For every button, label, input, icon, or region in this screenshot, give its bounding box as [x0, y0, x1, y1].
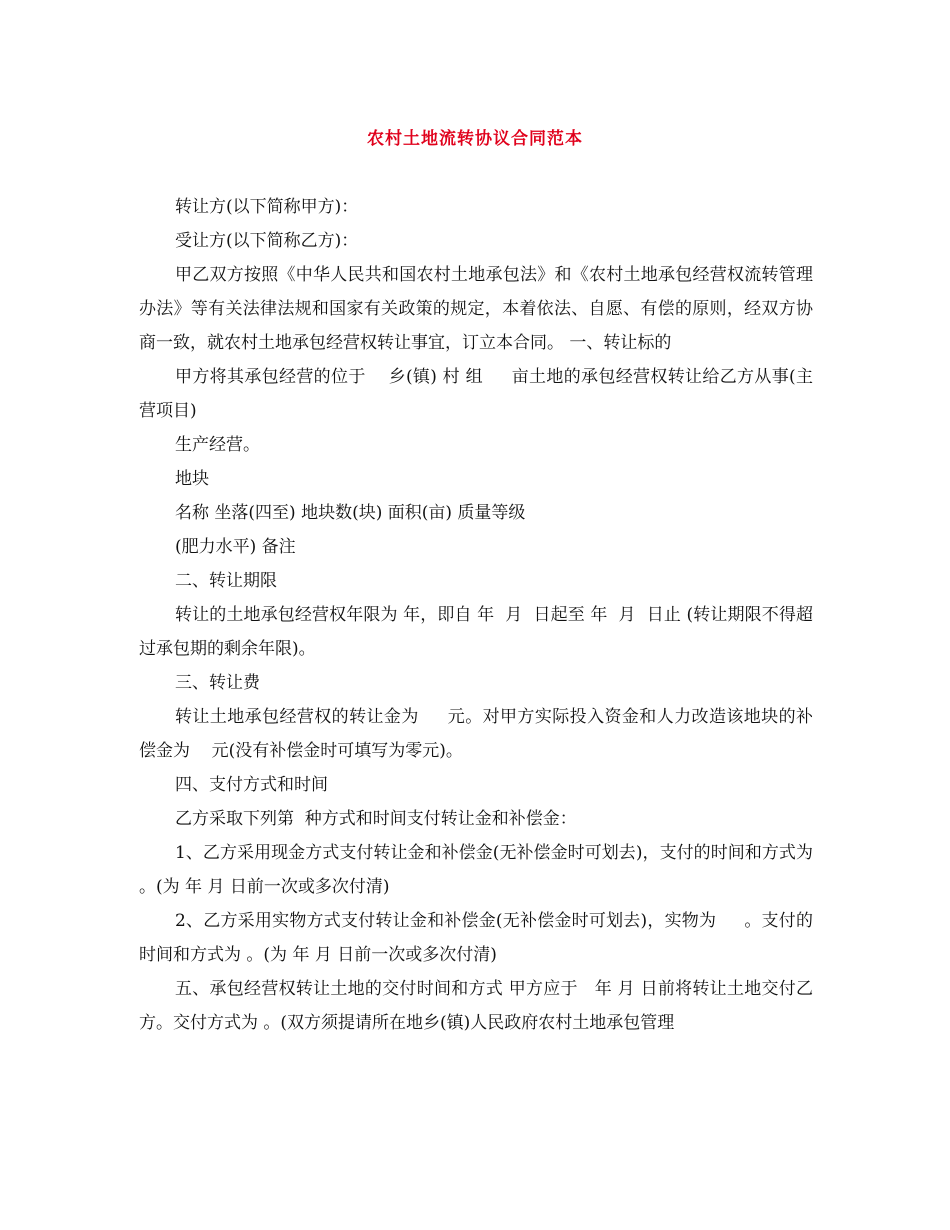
- paragraph: 受让方(以下简称乙方)：: [175, 231, 359, 251]
- paragraph: 乙方采取下列第 种方式和时间支付转让金和补偿金：: [175, 809, 577, 829]
- paragraph: 转让方(以下简称甲方)：: [175, 197, 359, 217]
- document-body: [139, 190, 819, 1040]
- paragraph: 甲方将其承包经营的位于 乡(镇) 村 组 亩土地的承包经营权转让给乙方从事(主营项目): [139, 367, 813, 421]
- paragraph: 甲乙双方按照《中华人民共和国农村土地承包法》和《农村土地承包经营权流转管理办法》等有关法律法规和国家有关政策的规定，本着依法、自愿、有偿的原则，经双方协商一致，就农村土地承包经营权转让事宜，订立本合同。 一、转让标的: [139, 265, 813, 353]
- section-heading: 四、支付方式和时间: [175, 775, 328, 795]
- paragraph: 2、乙方采用实物方式支付转让金和补偿金(无补偿金时可划去)，实物为 。支付的时间和方式为 。(为 年 月 日前一次或多次付清): [139, 911, 813, 965]
- document-title: 农村土地流转协议合同范本: [367, 129, 583, 149]
- paragraph: 名称 坐落(四至) 地块数(块) 面积(亩) 质量等级: [175, 503, 526, 523]
- paragraph: 生产经营。: [175, 435, 260, 455]
- paragraph: 转让的土地承包经营权年限为 年，即自 年 月 日起至 年 月 日止 (转让期限不得超过承包期的剩余年限)。: [139, 605, 813, 659]
- section-heading: 三、转让费: [175, 673, 260, 693]
- paragraph: 1、乙方采用现金方式支付转让金和补偿金(无补偿金时可划去)，支付的时间和方式为 。(为 年 月 日前一次或多次付清): [139, 843, 819, 897]
- paragraph: 转让土地承包经营权的转让金为 元。对甲方实际投入资金和人力改造该地块的补偿金为 元(没有补偿金时可填写为零元)。: [139, 707, 813, 761]
- section-heading: 二、转让期限: [175, 571, 277, 591]
- paragraph: (肥力水平) 备注: [175, 537, 296, 557]
- paragraph: 地块: [175, 469, 209, 489]
- paragraph: 五、承包经营权转让土地的交付时间和方式 甲方应于 年 月 日前将转让土地交付乙方。交付方式为 。(双方须提请所在地乡(镇)人民政府农村土地承包管理: [139, 979, 813, 1033]
